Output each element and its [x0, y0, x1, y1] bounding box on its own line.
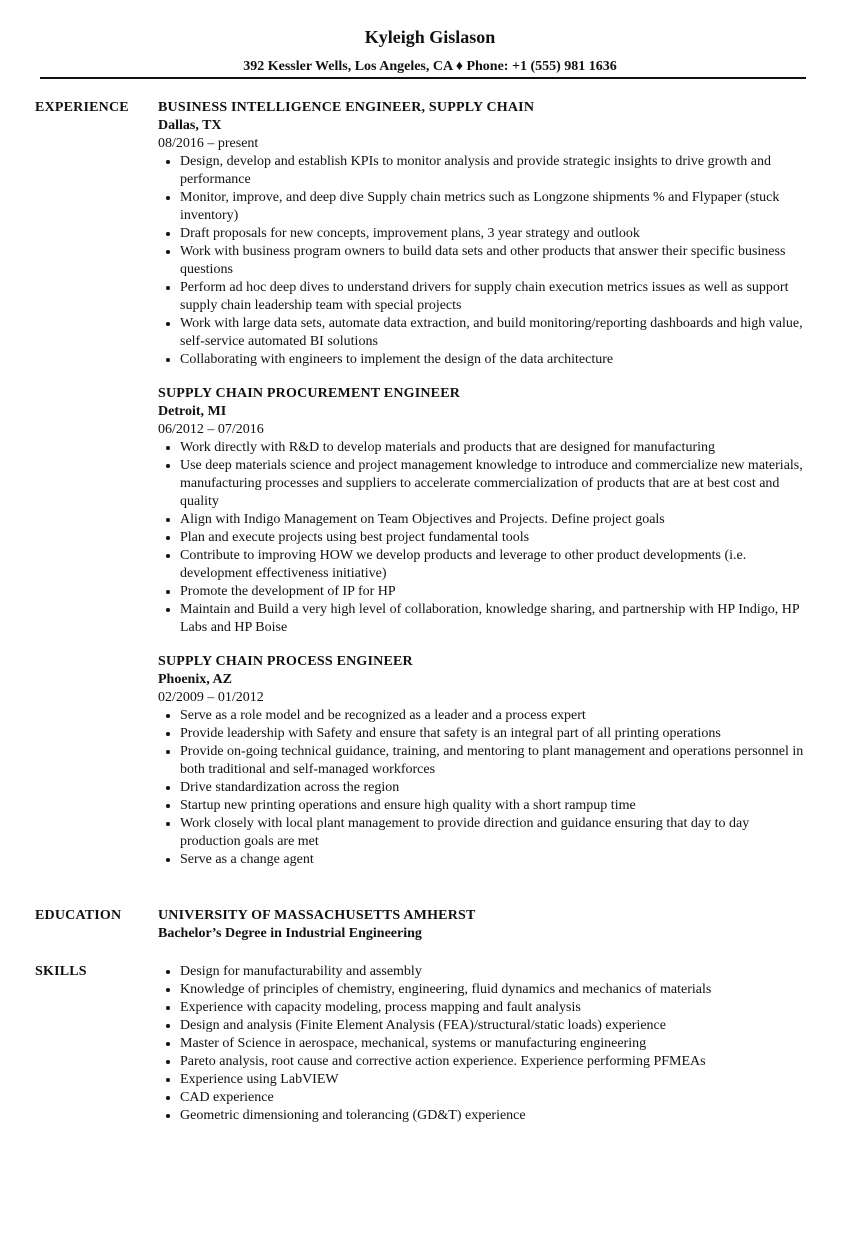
job-bullet: • Startup new printing operations and ensure high quality with a short rampup time — [180, 797, 808, 815]
job-bullet: • Work closely with local plant management to provide direction and guidance ensuring that day to day production goals are met — [180, 815, 808, 851]
job-bullet: • Design, develop and establish KPIs to monitor analysis and provide strategic insights to drive growth and performance — [180, 153, 808, 189]
job-bullets — [158, 707, 808, 869]
job-bullet: • Provide leadership with Safety and ensure that safety is an integral part of all printing operations — [180, 725, 808, 743]
job-bullet: • Promote the development of IP for HP — [180, 583, 808, 601]
job-bullet: • Align with Indigo Management on Team Objectives and Projects. Define project goals — [180, 511, 808, 529]
job-entry — [158, 99, 808, 369]
section-label-education: EDUCATION — [35, 908, 122, 923]
job-bullets — [158, 439, 808, 637]
job-title: SUPPLY CHAIN PROCESS ENGINEER — [158, 654, 413, 669]
skills-list — [158, 963, 808, 1125]
skill-item: • Master of Science in aerospace, mechanical, systems or manufacturing engineering — [180, 1035, 808, 1053]
job-bullet: • Provide on-going technical guidance, training, and mentoring to plant management and operations personnel in both traditional and self-managed workforces — [180, 743, 808, 779]
job-bullet: • Contribute to improving HOW we develop products and leverage to other product developments (i.e. development effectiveness initiative) — [180, 547, 808, 583]
skills-section — [35, 963, 810, 1125]
job-bullet: • Serve as a role model and be recognized as a leader and a process expert — [180, 707, 808, 725]
skills-body — [158, 963, 808, 1125]
education-section — [35, 907, 810, 943]
section-label-skills: SKILLS — [35, 964, 87, 979]
job-bullet: • Draft proposals for new concepts, improvement plans, 3 year strategy and outlook — [180, 225, 808, 243]
skill-item: • Experience using LabVIEW — [180, 1071, 808, 1089]
skill-item: • CAD experience — [180, 1089, 808, 1107]
job-dates: 02/2009 – 01/2012 — [158, 690, 264, 705]
job-bullet: • Use deep materials science and project management knowledge to introduce and commercialize new materials, manufacturing processes and suppliers to accelerate commercialization of products that are at best cost and quality — [180, 457, 808, 511]
section-label-experience: EXPERIENCE — [35, 100, 129, 115]
contact-line: 392 Kessler Wells, Los Angeles, CA ♦ Phone: +1 (555) 981 1636 — [243, 59, 617, 74]
skill-item: • Pareto analysis, root cause and corrective action experience. Experience performing PFMEAs — [180, 1053, 808, 1071]
skill-item: • Design and analysis (Finite Element Analysis (FEA)/structural/static loads) experience — [180, 1017, 808, 1035]
job-bullet: • Perform ad hoc deep dives to understand drivers for supply chain execution metrics issues as well as support supply chain leadership team with special projects — [180, 279, 808, 315]
job-entry — [158, 653, 808, 869]
skill-item: • Experience with capacity modeling, process mapping and fault analysis — [180, 999, 808, 1017]
job-location: Phoenix, AZ — [158, 672, 232, 687]
skill-item: • Design for manufacturability and assembly — [180, 963, 808, 981]
job-dates: 08/2016 – present — [158, 136, 259, 151]
job-location: Detroit, MI — [158, 404, 227, 419]
job-location: Dallas, TX — [158, 118, 222, 133]
skill-item: • Knowledge of principles of chemistry, engineering, fluid dynamics and mechanics of materials — [180, 981, 808, 999]
education-degree: Bachelor’s Degree in Industrial Engineering — [158, 926, 422, 941]
experience-section — [35, 99, 810, 885]
job-bullet: • Maintain and Build a very high level of collaboration, knowledge sharing, and partnership with HP Indigo, HP Labs and HP Boise — [180, 601, 808, 637]
job-bullet: • Work with large data sets, automate data extraction, and build monitoring/reporting dashboards and high value, self-service automated BI solutions — [180, 315, 808, 351]
candidate-name: Kyleigh Gislason — [364, 27, 496, 47]
job-bullet: • Collaborating with engineers to implement the design of the data architecture — [180, 351, 808, 369]
job-title: BUSINESS INTELLIGENCE ENGINEER, SUPPLY CHAIN — [158, 100, 535, 115]
job-bullet: • Drive standardization across the region — [180, 779, 808, 797]
job-title: SUPPLY CHAIN PROCUREMENT ENGINEER — [158, 386, 461, 401]
job-entry — [158, 385, 808, 637]
job-dates: 06/2012 – 07/2016 — [158, 422, 264, 437]
education-school: UNIVERSITY OF MASSACHUSETTS AMHERST — [158, 908, 476, 923]
skill-item: • Geometric dimensioning and tolerancing (GD&T) experience — [180, 1107, 808, 1125]
education-body — [158, 907, 808, 943]
header-divider — [40, 77, 806, 79]
job-bullet: • Monitor, improve, and deep dive Supply chain metrics such as Longzone shipments % and Flypaper (stuck inventory) — [180, 189, 808, 225]
job-bullet: • Plan and execute projects using best project fundamental tools — [180, 529, 808, 547]
job-bullet: • Serve as a change agent — [180, 851, 808, 869]
job-bullets — [158, 153, 808, 369]
job-bullet: • Work with business program owners to build data sets and other products that answer their specific business questions — [180, 243, 808, 279]
job-bullet: • Work directly with R&D to develop materials and products that are designed for manufacturing — [180, 439, 808, 457]
experience-list — [158, 99, 808, 869]
